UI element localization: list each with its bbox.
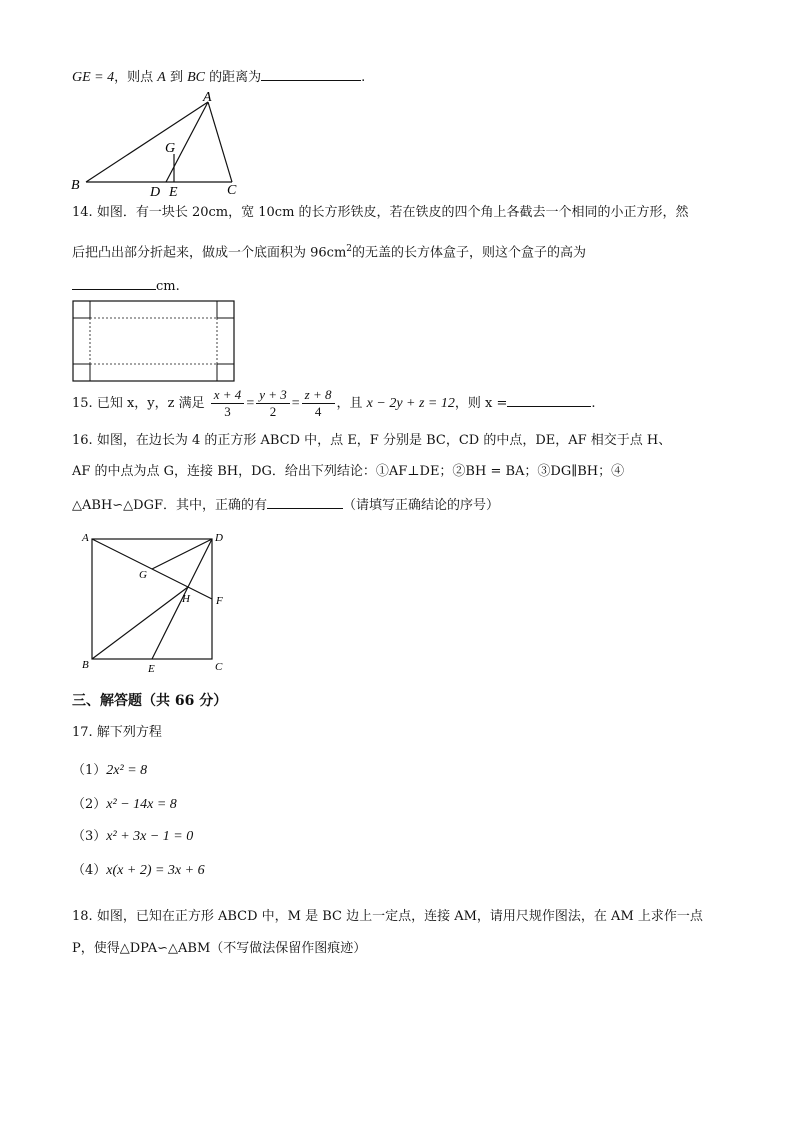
q17-item-3: （3）x² + 3x − 1 = 0 [72, 829, 194, 844]
fig16-label-h: H [182, 593, 190, 605]
q15-ask: ，则 x = [454, 396, 508, 411]
q17-title-line [72, 724, 162, 742]
q16-text3b: （请填写正确结论的序号） [343, 498, 500, 513]
q15-answer-blank[interactable] [507, 392, 591, 407]
q13-given: GE = 4 [72, 70, 115, 85]
q17-eq-2: x² − 14x = 8 [106, 797, 177, 812]
q15-intro: 已知 x，y，z 满足 [96, 396, 205, 411]
fig13-label-e: E [169, 185, 178, 198]
q13-text3: 的距离为 [204, 70, 262, 85]
fig13-label-g: G [165, 141, 176, 156]
fig16-label-a: A [82, 532, 89, 544]
fig16-label-e: E [148, 663, 155, 675]
q14-text2a: 后把凸出部分折起来，做成一个底面积为 96cm [72, 245, 347, 261]
q18-text2: P，使得△DPA∽△ABM（不写做法保留作图痕迹） [72, 941, 367, 956]
fig13-label-a: A [203, 90, 212, 105]
fig13-label-d: D [150, 185, 161, 198]
q13-point-a: A [157, 70, 166, 85]
q14-text2b: 的无盖的长方体盒子，则这个盒子的高为 [352, 245, 587, 261]
q16-number: 16. [72, 433, 93, 448]
q17-item-1: （1）2x² = 8 [72, 763, 148, 778]
q17-title: 解下列方程 [96, 725, 162, 740]
q17-number: 17. [72, 725, 93, 740]
q14-line3 [72, 275, 180, 296]
q15-condition: x − 2y + z = 12 [366, 396, 455, 411]
q16-text2: AF 的中点为点 G，连接 BH，DG．给出下列结论：①AF⊥DE；②BH = BA；③DG∥BH；④ [72, 464, 625, 479]
q14-unit: cm. [156, 279, 180, 294]
q15-fraction-1: $\frac{x + 4}{3}$ [211, 387, 245, 420]
q15-end: . [591, 396, 596, 411]
q17-item-4: （4）x(x + 2) = 3x + 6 [72, 863, 205, 878]
q14-answer-blank[interactable] [72, 275, 156, 290]
q16-text1: 如图，在边长为 4 的正方形 ABCD 中，点 E，F 分别是 BC，CD 的中点，DE，AF 相交于点 H、 [96, 433, 672, 448]
q14-sheet-figure [72, 300, 236, 382]
q13-text2: 到 [165, 70, 188, 85]
q16-square-figure [78, 530, 238, 680]
fig16-label-c: C [215, 661, 223, 673]
q13-triangle-figure [66, 88, 256, 198]
fig16-label-d: D [215, 532, 223, 544]
q16-answer-blank[interactable] [267, 494, 343, 509]
q15-fraction-3: $\frac{z + 8}{4}$ [302, 387, 335, 420]
fig13-label-b: B [71, 178, 80, 193]
q16-text3a: △ABH∽△DGF．其中，正确的有 [72, 498, 267, 513]
q14-line1 [72, 204, 689, 222]
q18-text1: 如图，已知在正方形 ABCD 中，M 是 BC 边上一定点，连接 AM，请用尺规作图法，在 AM 上求作一点 [96, 909, 703, 924]
q17-item-2: （2）x² − 14x = 8 [72, 797, 177, 812]
fig16-label-g: G [139, 569, 147, 581]
fig13-label-c: C [227, 183, 237, 198]
q15-cond-pre: ，且 [336, 396, 367, 411]
fig16-label-f: F [216, 595, 223, 607]
q15-line: 15. 已知 x，y，z 满足 $\frac{x + 4}{3}$ = $\frac{y + 3}{2}$ = $\frac{z + 8}{4}$ ，且 x − 2y + z = 12，则 x = . [72, 387, 596, 419]
q17-eq-1: 2x² = 8 [106, 763, 148, 778]
q17-eq-4: x(x + 2) = 3x + 6 [106, 863, 205, 878]
q18-number: 18. [72, 909, 93, 924]
q16-line2 [72, 463, 624, 481]
q15-fraction-2: $\frac{y + 3}{2}$ [256, 387, 290, 420]
q16-line1 [72, 432, 671, 450]
q14-line2 [72, 240, 586, 262]
q18-line1 [72, 908, 703, 926]
q13-answer-blank[interactable] [261, 66, 361, 81]
q18-line2 [72, 940, 366, 958]
q14-number: 14. [72, 205, 93, 220]
q17-eq-3: x² + 3x − 1 = 0 [106, 829, 194, 844]
q14-text1: 如图．有一块长 20cm，宽 10cm 的长方形铁皮，若在铁皮的四个角上各截去一个相同的小正方形，然 [96, 205, 689, 220]
section3-title: 三、解答题（共 66 分） [72, 693, 228, 709]
q13-end: . [361, 70, 366, 85]
fig16-label-b: B [82, 659, 89, 671]
q13-answer-line [72, 66, 365, 87]
q15-number: 15. [72, 396, 93, 411]
q13-line-bc: BC [187, 70, 205, 85]
q13-text1: ，则点 [114, 70, 158, 85]
q16-line3 [72, 494, 499, 515]
q14-sup: 2 [346, 244, 353, 254]
